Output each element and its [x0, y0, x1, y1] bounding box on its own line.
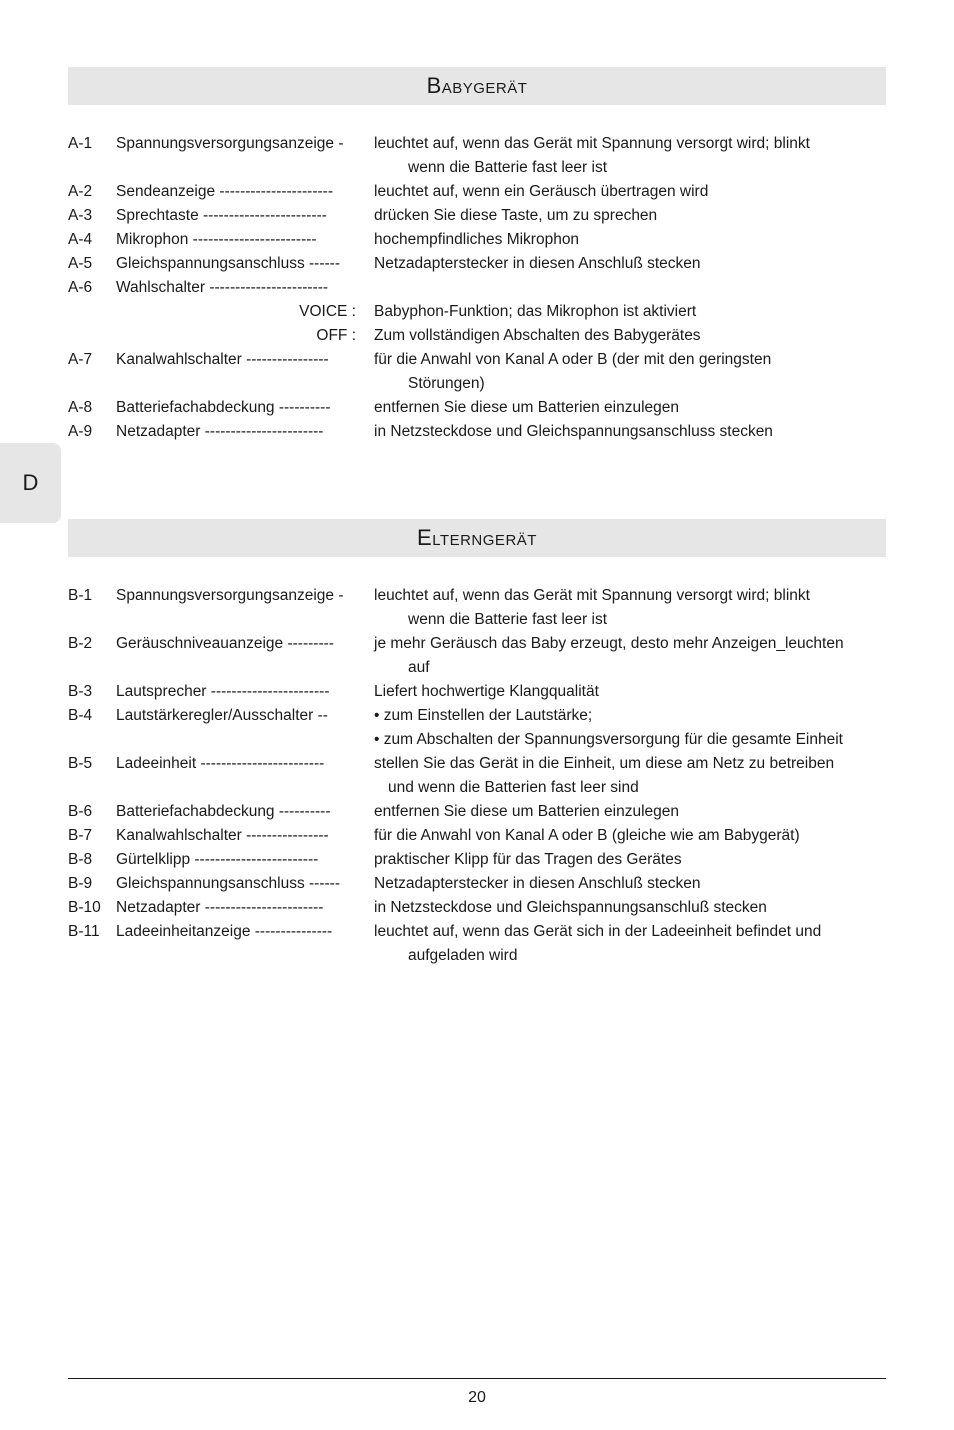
entry-row — [68, 396, 888, 420]
entry-label: Netzadapter ----------------------- — [116, 899, 324, 916]
description-line: • zum Einstellen der Lautstärke; — [374, 707, 593, 724]
entry-description — [374, 800, 888, 824]
entry-row — [68, 704, 888, 728]
entry-description — [374, 680, 888, 704]
entry-row — [68, 132, 888, 180]
description-line: entfernen Sie diese um Batterien einzulegen — [374, 399, 680, 416]
description-line: für die Anwahl von Kanal A oder B (gleiche wie am Babygerät) — [374, 827, 800, 844]
page-number: 20 — [468, 1389, 486, 1406]
entry-row — [68, 420, 888, 444]
entry-label: Sendeanzeige ---------------------- — [116, 183, 333, 200]
description-line: leuchtet auf, wenn das Gerät sich in der Ladeeinheit befindet und — [374, 923, 822, 940]
entry-row — [68, 800, 888, 824]
entry-row — [68, 752, 888, 800]
entry-code: B-10 — [68, 899, 101, 916]
entry-row — [68, 324, 888, 348]
description-line: Zum vollständigen Abschalten des Babygerätes — [374, 327, 701, 344]
entry-code: B-2 — [68, 635, 93, 652]
description-line: stellen Sie das Gerät in die Einheit, um diese am Netz zu betreiben — [374, 755, 835, 772]
description-line: leuchtet auf, wenn das Gerät mit Spannung versorgt wird; blinkt — [374, 587, 810, 604]
entry-description — [374, 180, 888, 204]
entry-code: A-3 — [68, 207, 93, 224]
entry-description — [374, 632, 888, 680]
description-line: Liefert hochwertige Klangqualität — [374, 683, 599, 700]
description-line: in Netzsteckdose und Gleichspannungsanschluss stecken — [374, 423, 773, 440]
entry-row — [68, 896, 888, 920]
entry-code: A-7 — [68, 351, 93, 368]
entry-label: Gleichspannungsanschluss ------ — [116, 255, 340, 272]
language-tab: D — [0, 443, 61, 523]
description-continuation: aufgeladen wird — [408, 947, 518, 964]
entry-label: Kanalwahlschalter ---------------- — [116, 351, 329, 368]
entry-code: B-6 — [68, 803, 93, 820]
entry-label: Batteriefachabdeckung ---------- — [116, 399, 331, 416]
description-continuation: und wenn die Batterien fast leer sind — [388, 779, 639, 796]
entry-row — [68, 276, 888, 300]
footer-divider — [68, 1378, 886, 1379]
entry-code: B-8 — [68, 851, 93, 868]
description-continuation: wenn die Batterie fast leer ist — [408, 611, 608, 628]
entry-row — [68, 252, 888, 276]
description-line: entfernen Sie diese um Batterien einzulegen — [374, 803, 680, 820]
description-line: • zum Abschalten der Spannungsversorgung für die gesamte Einheit — [374, 731, 843, 748]
entry-code: B-1 — [68, 587, 93, 604]
entry-code: A-2 — [68, 183, 93, 200]
entry-code: B-4 — [68, 707, 93, 724]
entry-description — [374, 324, 888, 348]
entry-row — [68, 204, 888, 228]
description-continuation: Störungen) — [408, 375, 485, 392]
entry-label: Gürtelklipp ------------------------ — [116, 851, 319, 868]
description-line: Netzadapterstecker in diesen Anschluß stecken — [374, 255, 701, 272]
entry-label: Sprechtaste ------------------------ — [116, 207, 327, 224]
entry-code: A-1 — [68, 135, 93, 152]
entry-code: A-8 — [68, 399, 93, 416]
entry-label: Batteriefachabdeckung ---------- — [116, 803, 331, 820]
entry-description — [374, 204, 888, 228]
description-line: Babyphon-Funktion; das Mikrophon ist aktiviert — [374, 303, 697, 320]
entry-row — [68, 632, 888, 680]
entry-row — [68, 348, 888, 396]
option-key: OFF : — [316, 327, 356, 344]
entry-row — [68, 300, 888, 324]
entry-code: A-6 — [68, 279, 93, 296]
entry-row — [68, 680, 888, 704]
section-title-parent: Elterngerät — [417, 525, 537, 550]
entry-description — [374, 728, 888, 752]
entry-description — [374, 824, 888, 848]
entry-code: B-9 — [68, 875, 93, 892]
entry-code: A-4 — [68, 231, 93, 248]
section-title-baby: Babygerät — [426, 73, 528, 98]
entry-description — [374, 704, 888, 728]
entry-description — [374, 300, 888, 324]
description-continuation: auf — [408, 659, 430, 676]
entry-description — [374, 132, 888, 180]
description-line: leuchtet auf, wenn das Gerät mit Spannung versorgt wird; blinkt — [374, 135, 810, 152]
entry-label: Gleichspannungsanschluss ------ — [116, 875, 340, 892]
entry-code: A-5 — [68, 255, 93, 272]
entry-code: B-5 — [68, 755, 93, 772]
entry-description — [374, 420, 888, 444]
entry-label: Lautsprecher ----------------------- — [116, 683, 330, 700]
entry-label: Ladeeinheitanzeige --------------- — [116, 923, 333, 940]
parent-unit-list — [68, 584, 888, 968]
entry-label: Mikrophon ------------------------ — [116, 231, 317, 248]
entry-description — [374, 396, 888, 420]
description-line: je mehr Geräusch das Baby erzeugt, desto mehr Anzeigen_leuchten — [374, 635, 844, 652]
entry-description — [374, 252, 888, 276]
entry-label: Lautstärkeregler/Ausschalter -- — [116, 707, 328, 724]
entry-label: Ladeeinheit ------------------------ — [116, 755, 325, 772]
entry-row — [68, 228, 888, 252]
entry-description — [374, 896, 888, 920]
entry-row — [68, 728, 888, 752]
entry-label: Spannungsversorgungsanzeige - — [116, 587, 344, 604]
option-key: VOICE : — [299, 303, 356, 320]
entry-description — [374, 920, 888, 968]
description-line: für die Anwahl von Kanal A oder B (der mit den geringsten — [374, 351, 772, 368]
entry-row — [68, 584, 888, 632]
entry-code: B-7 — [68, 827, 93, 844]
entry-row — [68, 180, 888, 204]
entry-code: B-3 — [68, 683, 93, 700]
entry-description — [374, 584, 888, 632]
entry-row — [68, 920, 888, 968]
entry-row — [68, 872, 888, 896]
entry-description — [374, 348, 888, 396]
description-line: in Netzsteckdose und Gleichspannungsanschluß stecken — [374, 899, 767, 916]
entry-label: Wahlschalter ----------------------- — [116, 279, 329, 296]
entry-label: Spannungsversorgungsanzeige - — [116, 135, 344, 152]
entry-description — [374, 228, 888, 252]
entry-description — [374, 872, 888, 896]
entry-label: Geräuschniveauanzeige --------- — [116, 635, 334, 652]
entry-code: A-9 — [68, 423, 93, 440]
section-header-parent — [68, 519, 886, 557]
entry-description — [374, 848, 888, 872]
description-line: Netzadapterstecker in diesen Anschluß stecken — [374, 875, 701, 892]
section-header-baby — [68, 67, 886, 105]
description-continuation: wenn die Batterie fast leer ist — [408, 159, 608, 176]
description-line: drücken Sie diese Taste, um zu sprechen — [374, 207, 658, 224]
description-line: praktischer Klipp für das Tragen des Gerätes — [374, 851, 682, 868]
entry-description — [374, 752, 888, 800]
entry-label: Netzadapter ----------------------- — [116, 423, 324, 440]
entry-label: Kanalwahlschalter ---------------- — [116, 827, 329, 844]
baby-unit-list — [68, 132, 888, 444]
description-line: hochempfindliches Mikrophon — [374, 231, 580, 248]
entry-row — [68, 848, 888, 872]
entry-row — [68, 824, 888, 848]
entry-code: B-11 — [68, 923, 100, 940]
description-line: leuchtet auf, wenn ein Geräusch übertragen wird — [374, 183, 709, 200]
